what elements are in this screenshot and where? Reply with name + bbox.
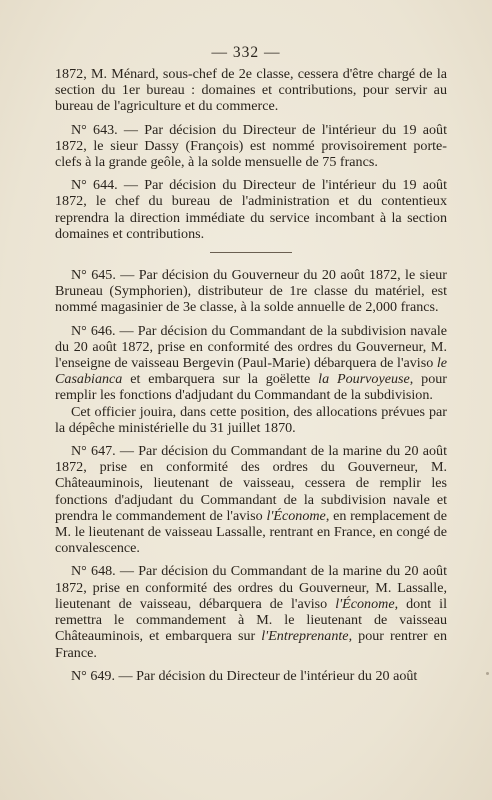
ship-name-casabianca: le Casabianca [55,355,447,388]
paragraph-646-text-2: et embarquera sur la goëlette [122,371,319,388]
ship-name-econome: l'Économe [335,595,395,612]
paragraph-643: N° 643. — Par décision du Directeur de l'intérieur du 19 août 1872, le sieur Dassy (François) est nommé provisoirement porte-clefs à la grande geôle, à la solde mensuelle de 75 francs. [55,121,447,171]
paragraph-646-text-3: , pour remplir les fonctions d'adjudant du Commandant de la subdivision. [55,371,447,404]
paragraph-647 [55,443,447,556]
paragraph-649: N° 649. — Par décision du Directeur de l'intérieur du 20 août [71,667,418,684]
paragraph-647-text-2: , en remplacement de M. le lieutenant de vaisseau Lassalle, rentrant en France, en congé de convalescence. [55,507,447,557]
paragraph-648-text-2: , dont il remettra le commandement à M. le lieutenant de vaisseau Châteauminois, et embarquera sur [55,595,447,645]
page-number: — 332 — [211,44,281,61]
ship-name-econome: l'Économe [266,507,326,524]
paragraph-648-text-3: , pour rentrer en France. [55,628,447,661]
paragraph-647-text-1: N° 647. — Par décision du Commandant de la marine du 20 août 1872, prise en conformité des ordres du Gouverneur, M. Châteauminois, lieutenant de vaisseau, cessera de remplir les fonctions d'adjudant du Commandant de la subdivision navale et prendra le commandement de l'aviso [55,443,447,524]
paragraph-644: N° 644. — Par décision du Directeur de l'intérieur du 19 août 1872, le chef du bureau de l'administration et du contentieux reprendra la direction immédiate du service incombant à la section domaines et contributions. [55,177,447,242]
paragraph-646-text-1: N° 646. — Par décision du Commandant de la subdivision navale du 20 août 1872, prise en conformité des ordres du Gouverneur, M. l'enseigne de vaisseau Bergevin (Paul-Marie) débarquera de l'aviso [55,322,447,372]
document-body [55,66,447,684]
paragraph-648-text-1: N° 648. — Par décision du Commandant de la marine du 20 août 1872, prise en conformité des ordres du Gouverneur, M. Lassalle, lieutenant de vaisseau, débarquera de l'aviso [55,563,447,612]
section-separator [210,252,292,253]
paper-speck [486,672,489,675]
paragraph-645: N° 645. — Par décision du Gouverneur du 20 août 1872, le sieur Bruneau (Symphorien), distributeur de 1re classe du matériel, est nommé magasinier de 3e classe, à la solde annuelle de 2,000 francs. [55,267,447,316]
paragraph-648 [55,563,447,660]
paragraph-continuation: 1872, M. Ménard, sous-chef de 2e classe, cessera d'être chargé de la section du 1er bureau : domaines et contributions, pour servir au bureau de l'agriculture et du commerce. [55,66,447,115]
paragraph-646 [55,323,447,404]
ship-name-entreprenante: l'Entreprenante [261,628,349,645]
ship-name-pourvoyeuse: la Pourvoyeuse [318,371,410,388]
paragraph-646-allocations: Cet officier jouira, dans cette position, des allocations prévues par la dépêche ministérielle du 31 juillet 1870. [55,403,447,436]
